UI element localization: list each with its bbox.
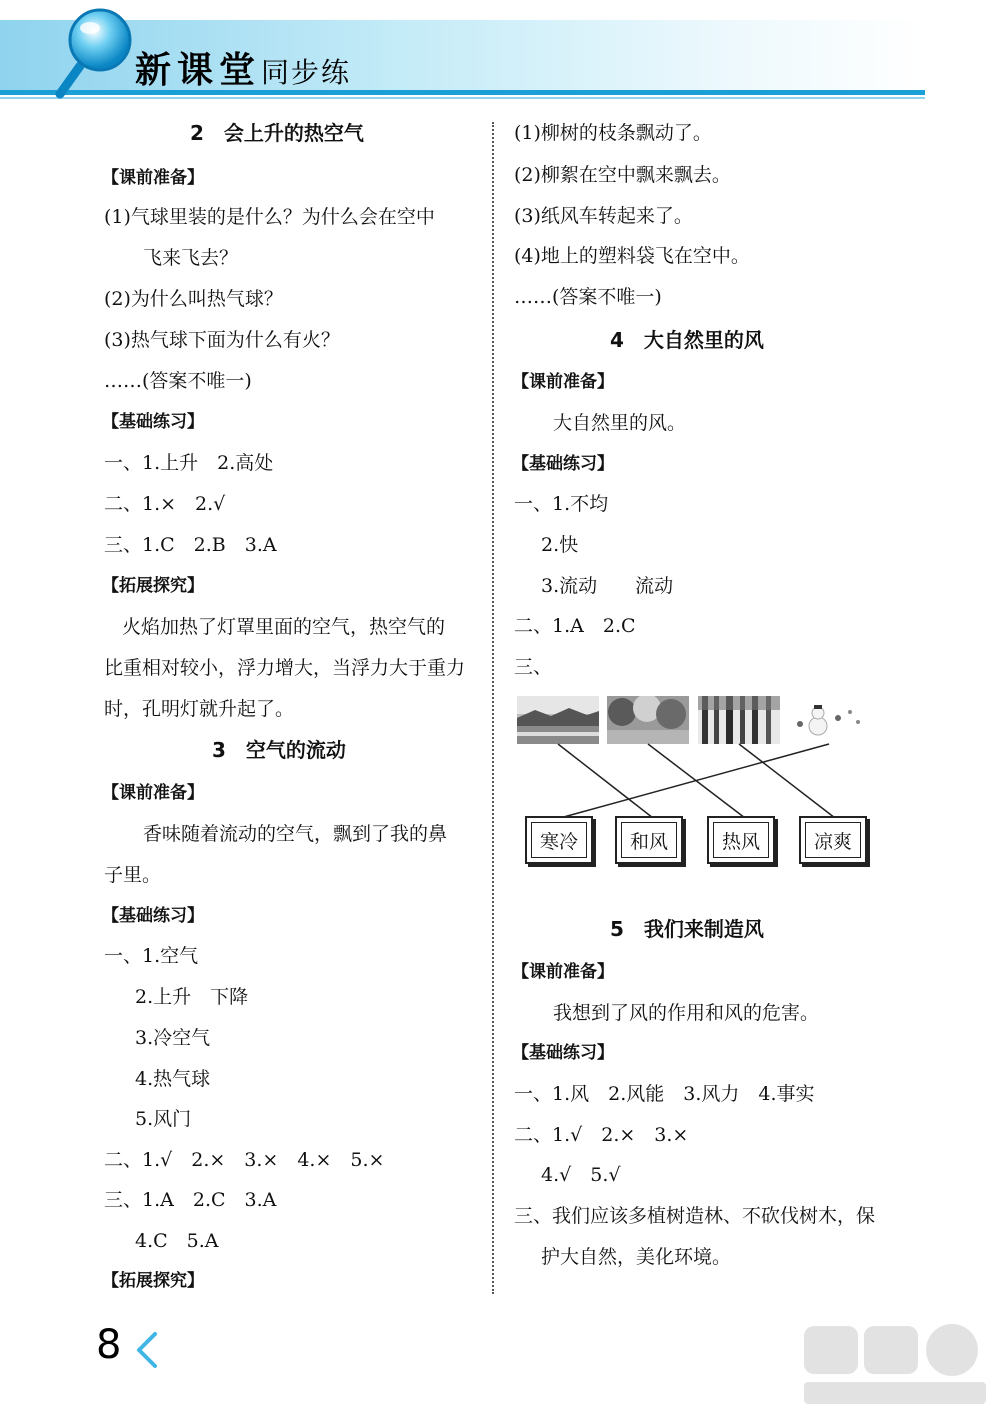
answer-line: 一、1.上升 2.高处 [104, 452, 274, 474]
section-title: 4 大自然里的风 [610, 328, 764, 352]
answer-line: 4.热气球 [135, 1068, 211, 1090]
section-title: 2 会上升的热空气 [190, 121, 364, 145]
brand-title [135, 42, 351, 93]
section-title: 3 空气的流动 [212, 738, 346, 762]
section-label: 【课前准备】 [102, 783, 204, 803]
section-label: 【拓展探究】 [102, 576, 204, 596]
section-label: 【基础练习】 [512, 1043, 614, 1063]
match-box-label: 热风 [713, 822, 769, 858]
page-number: 8 [96, 1322, 122, 1368]
answer-line: 3.流动 流动 [541, 575, 674, 597]
answer-line: 5.风门 [135, 1108, 192, 1130]
text-line: 我想到了风的作用和风的危害。 [553, 1002, 820, 1024]
answer-line: 2.快 [541, 534, 579, 556]
answer-line: 二、1.× 2.√ [104, 493, 226, 515]
answer-line: 3.冷空气 [135, 1027, 211, 1049]
text-line: 香味随着流动的空气，飘到了我的鼻 [143, 823, 448, 845]
section-label: 【拓展探究】 [102, 1271, 204, 1291]
text-line: (2)为什么叫热气球？ [104, 288, 283, 310]
answer-line: 三、我们应该多植树造林、不砍伐树木，保 [514, 1205, 876, 1227]
answer-line: 4.C 5.A [135, 1230, 219, 1252]
answer-line: 二、1.√ 2.× 3.× [514, 1124, 689, 1146]
text-line: (3)纸风车转起来了。 [514, 205, 693, 227]
match-box [615, 816, 683, 864]
section-title: 5 我们来制造风 [610, 917, 764, 941]
watermark-logo [800, 1320, 990, 1410]
answer-line: 二、1.√ 2.× 3.× 4.× 5.× [104, 1149, 385, 1171]
text-line: (3)热气球下面为什么有火？ [104, 329, 340, 351]
answer-line: 4.√ 5.√ [541, 1164, 621, 1186]
match-box [707, 816, 775, 864]
text-line: 大自然里的风。 [553, 412, 687, 434]
magnifier-icon [48, 4, 148, 104]
section-label: 【基础练习】 [102, 906, 204, 926]
text-line: 比重相对较小，浮力增大，当浮力大于重力 [104, 657, 466, 679]
brand-sub: 同步练 [261, 56, 352, 89]
text-line: (1)柳树的枝条飘动了。 [514, 122, 712, 144]
text-line: 火焰加热了灯罩里面的空气，热空气的 [122, 616, 446, 638]
answer-line: 一、1.不均 [514, 493, 609, 515]
answer-line: 二、1.A 2.C [514, 615, 636, 637]
page-header [0, 0, 1000, 110]
answer-line: 三、1.C 2.B 3.A [104, 534, 277, 556]
text-line: 子里。 [104, 864, 162, 886]
text-line: (1)气球里装的是什么？为什么会在空中 [104, 206, 435, 228]
match-box-label: 寒冷 [531, 822, 587, 858]
match-box-label: 凉爽 [805, 822, 861, 858]
answer-line: 一、1.空气 [104, 945, 199, 967]
answer-line: 三、 [514, 656, 553, 678]
brand-main: 新课堂 [135, 50, 262, 91]
section-label: 【课前准备】 [512, 962, 614, 982]
text-line: ……(答案不唯一) [104, 370, 252, 392]
answer-line: 一、1.风 2.风能 3.风力 4.事实 [514, 1083, 815, 1105]
section-label: 【基础练习】 [102, 412, 204, 432]
section-label: 【课前准备】 [512, 372, 614, 392]
answer-line: 三、1.A 2.C 3.A [104, 1189, 277, 1211]
match-box-label: 和风 [621, 822, 677, 858]
answer-line: 2.上升 下降 [135, 986, 249, 1008]
answer-line: 护大自然，美化环境。 [541, 1246, 732, 1268]
column-divider [492, 122, 494, 1294]
text-line: (2)柳絮在空中飘来飘去。 [514, 164, 731, 186]
text-line: ……(答案不唯一) [514, 286, 662, 308]
text-line: (4)地上的塑料袋飞在空中。 [514, 245, 750, 267]
chevron-left-icon [133, 1330, 163, 1370]
match-box [525, 816, 593, 864]
section-label: 【基础练习】 [512, 454, 614, 474]
match-box [799, 816, 867, 864]
text-line: 时，孔明灯就升起了。 [104, 698, 295, 720]
text-line: 飞来飞去？ [143, 247, 239, 269]
section-label: 【课前准备】 [102, 168, 204, 188]
matching-figure [515, 688, 890, 888]
